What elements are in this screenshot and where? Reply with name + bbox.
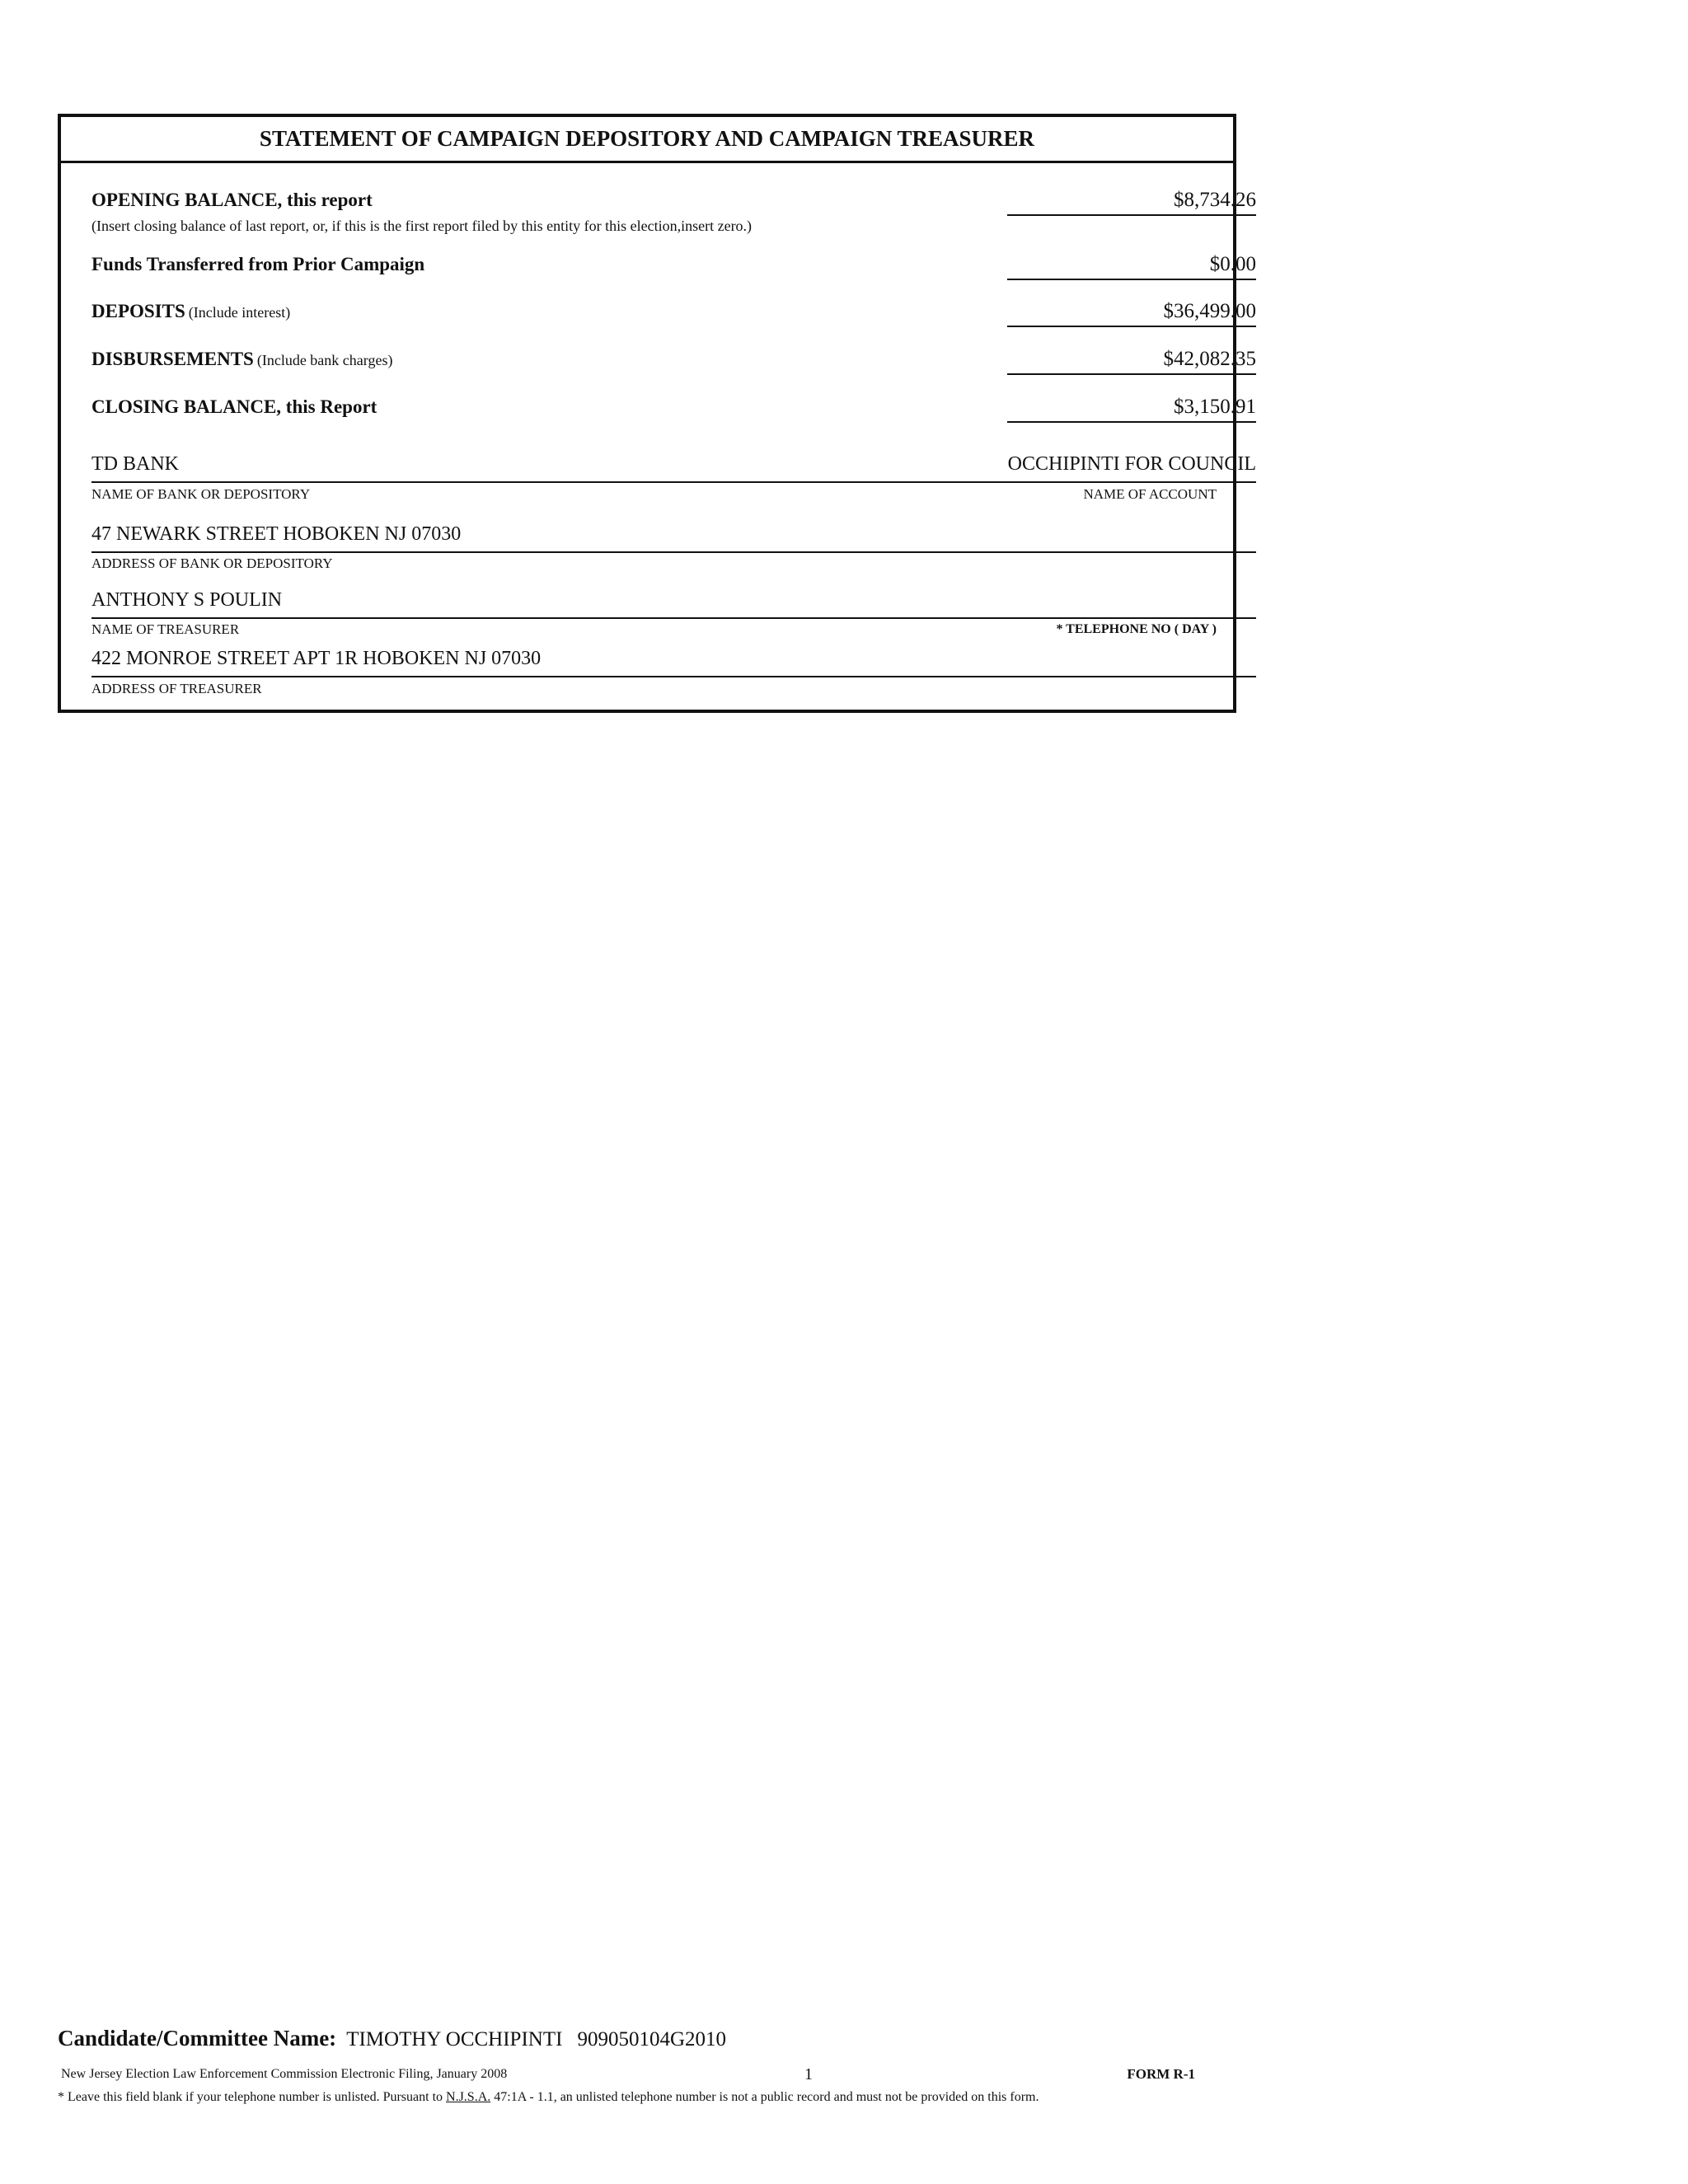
deposits-sublabel: (Include interest) [188,304,291,321]
opening-balance-label: OPENING BALANCE, this report [91,190,373,210]
bank-name-line [91,450,1256,483]
candidate-name-label: Candidate/Committee Name: [58,2026,337,2050]
treasurer-address-caption: ADDRESS OF TREASURER [91,681,262,696]
disbursements-label-row [91,349,392,370]
funds-transferred-value: $0.00 [1007,252,1256,280]
opening-balance-value: $8,734.26 [1007,188,1256,216]
disbursements-sublabel: (Include bank charges) [256,352,393,368]
disclaimer-post: 47:1A - 1.1, an unlisted telephone number is not a public record and must not be provided on this form. [494,2090,1039,2104]
depository-statement-box [58,114,1256,713]
treasurer-name-line [91,584,1256,619]
closing-balance-label: CLOSING BALANCE, this Report [91,396,377,417]
disbursements-value: $42,082.35 [1007,347,1256,375]
candidate-committee-row [58,2026,726,2051]
filing-id: 909050104G2010 [577,2028,726,2050]
bank-name: TD BANK [91,453,179,475]
bank-address: 47 NEWARK STREET HOBOKEN NJ 07030 [91,523,462,545]
disclaimer-statute: N.J.S.A. [446,2090,491,2104]
opening-balance-note: (Insert closing balance of last report, or, if this is the first report filed by this entity for this election,insert zero.) [91,218,753,234]
disclaimer-pre: * Leave this field blank if your telephone number is unlisted. Pursuant to [58,2090,443,2104]
disbursements-label: DISBURSEMENTS [91,349,254,369]
deposits-label: DEPOSITS [91,301,185,321]
deposits-value: $36,499.00 [1007,299,1256,327]
candidate-name-value: TIMOTHY OCCHIPINTI [346,2028,563,2050]
account-name-caption: NAME OF ACCOUNT [1083,486,1217,502]
disclaimer [58,2090,1039,2105]
form-id: FORM R-1 [1127,2066,1195,2082]
bank-address-line [91,518,1256,553]
form-title: STATEMENT OF CAMPAIGN DEPOSITORY AND CAMPAIGN TREASURER [61,117,1233,163]
closing-balance-value: $3,150.91 [1007,395,1256,423]
telephone-caption: * TELEPHONE NO ( DAY ) [1056,622,1217,636]
account-name: OCCHIPINTI FOR COUNCIL [1007,453,1256,475]
bank-name-caption: NAME OF BANK OR DEPOSITORY [91,486,311,502]
treasurer-address-line [91,643,1256,677]
funds-transferred-label: Funds Transferred from Prior Campaign [91,254,425,274]
treasurer-name: ANTHONY S POULIN [91,589,283,611]
treasurer-address: 422 MONROE STREET APT 1R HOBOKEN NJ 07030 [91,648,542,669]
page-number: 1 [804,2065,813,2083]
deposits-label-row [91,301,290,322]
commission-note: New Jersey Election Law Enforcement Commission Electronic Filing, January 2008 [61,2067,508,2081]
treasurer-name-caption: NAME OF TREASURER [91,621,240,637]
bank-address-caption: ADDRESS OF BANK OR DEPOSITORY [91,555,333,571]
